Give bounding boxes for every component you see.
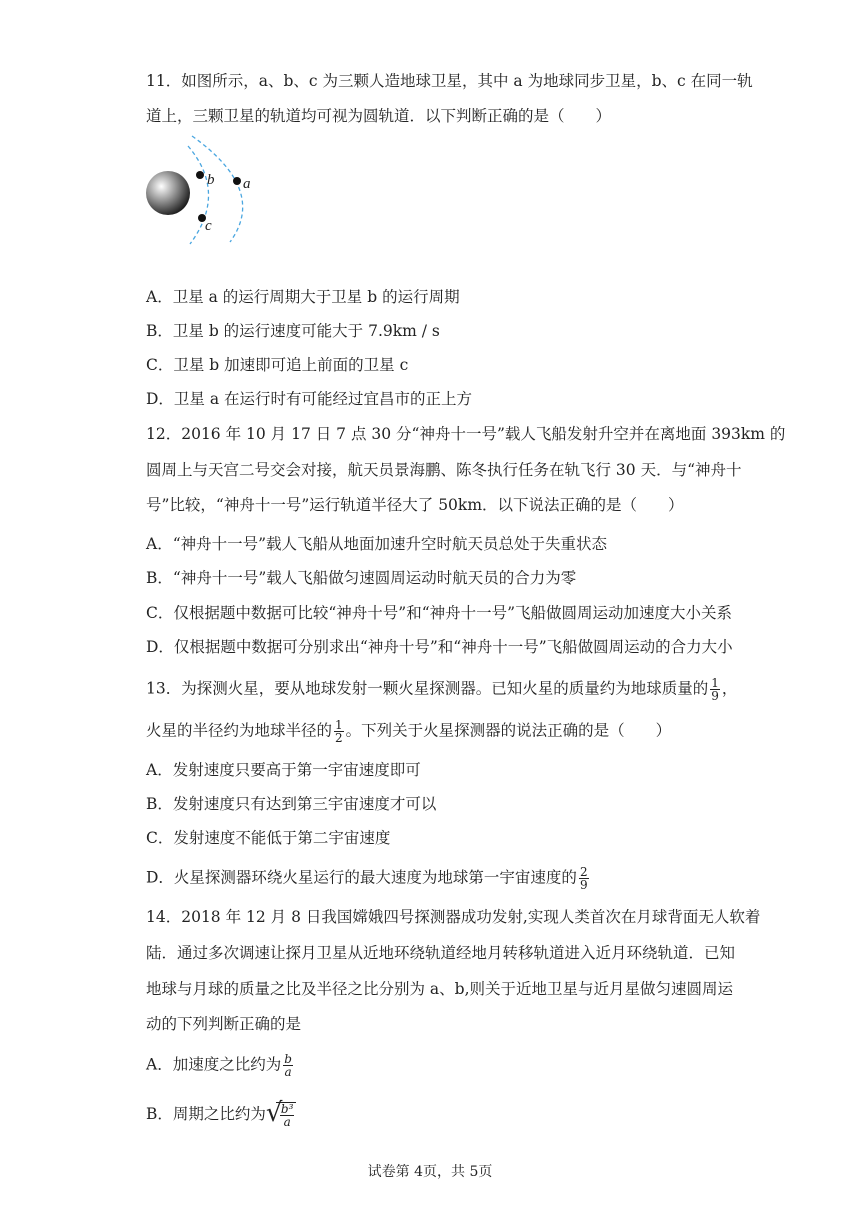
q14-stem-line4: 动的下列判断正确的是 xyxy=(146,1015,302,1033)
q14-option-a xyxy=(146,1053,295,1078)
q13-stem-line2-text: 火星的半径约为地球半径的 xyxy=(146,721,333,740)
q11-option-c: C．卫星 b 加速即可追上前面的卫星 c xyxy=(146,356,409,374)
fraction-speed-ratio xyxy=(579,866,589,891)
q13-stem-line2-end: 。下列关于火星探测器的说法正确的是（ ） xyxy=(345,721,672,740)
earth-sphere xyxy=(146,171,190,215)
q14-option-a-text: A．加速度之比约为 xyxy=(146,1055,282,1074)
satellite-a xyxy=(233,177,241,185)
frac-numerator: b xyxy=(284,1052,292,1066)
frac-denominator: a xyxy=(284,1065,292,1079)
orbit-diagram xyxy=(140,132,280,247)
q13-option-c: C．发射速度不能低于第二宇宙速度 xyxy=(146,829,391,847)
frac-denominator: 9 xyxy=(711,689,719,703)
q13-option-b: B．发射速度只有达到第三宇宙速度才可以 xyxy=(146,795,437,813)
page-footer: 试卷第 4页，共 5页 xyxy=(367,1164,493,1180)
q12-option-a: A．“神舟十一号”载人飞船从地面加速升空时航天员总处于失重状态 xyxy=(146,535,608,553)
q12-stem-line3: 号”比较，“神舟十一号”运行轨道半径大了 50km．以下说法正确的是（ ） xyxy=(146,496,684,514)
fraction-acceleration-ratio xyxy=(283,1053,293,1078)
q14-stem-line3: 地球与月球的质量之比及半径之比分别为 a、b,则关于近地卫星与近月星做匀速圆周运 xyxy=(146,980,734,998)
q13-stem-line1 xyxy=(146,677,737,702)
q11-option-d: D．卫星 a 在运行时有可能经过宜昌市的正上方 xyxy=(146,390,473,408)
frac-numerator: 2 xyxy=(579,865,588,879)
q13-stem-line1-text: 13．为探测火星，要从地球发射一颗火星探测器。已知火星的质量约为地球质量的 xyxy=(146,679,709,698)
frac-numerator: 1 xyxy=(711,676,719,690)
frac-numerator: 1 xyxy=(335,718,343,732)
radical-sign: √ xyxy=(265,1098,283,1128)
q13-stem-line2 xyxy=(146,719,671,744)
q13-option-d-text: D．火星探测器环绕火星运行的最大速度为地球第一宇宙速度的 xyxy=(146,868,577,887)
fraction-mass-ratio xyxy=(710,677,720,702)
q11-option-a: A．卫星 a 的运行周期大于卫星 b 的运行周期 xyxy=(146,288,460,306)
q14-option-b xyxy=(146,1098,296,1129)
square-root-expression xyxy=(265,1098,297,1129)
fraction-radius-ratio xyxy=(334,719,344,744)
q12-stem-line2: 圆周上与天宫二号交会对接，航天员景海鹏、陈冬执行任务在轨飞行 30 天．与“神舟十 xyxy=(146,461,742,479)
label-a: a xyxy=(243,176,251,192)
q14-stem-line2: 陆．通过多次调速让探月卫星从近地环绕轨道经地月转移轨道进入近月环绕轨道．已知 xyxy=(146,944,736,962)
frac-denominator: a xyxy=(283,1115,291,1129)
orbit-a xyxy=(192,136,243,242)
frac-numerator: b³ xyxy=(280,1102,294,1116)
q14-option-b-text: B．周期之比约为 xyxy=(146,1105,266,1123)
q11-stem-line2: 道上，三颗卫星的轨道均可视为圆轨道．以下判断正确的是（ ） xyxy=(146,107,612,125)
satellite-orbit-figure xyxy=(140,132,280,247)
q13-option-d xyxy=(146,866,591,891)
label-c: c xyxy=(205,218,212,234)
q13-option-a: A．发射速度只要高于第一宇宙速度即可 xyxy=(146,761,421,779)
satellite-b xyxy=(196,171,204,179)
q11-stem-line1: 11．如图所示，a、b、c 为三颗人造地球卫星，其中 a 为地球同步卫星，b、c 在同一轨 xyxy=(146,72,753,90)
q12-option-c: C．仅根据题中数据可比较“神舟十号”和“神舟十一号”飞船做圆周运动加速度大小关系 xyxy=(146,604,733,622)
q12-option-b: B．“神舟十一号”载人飞船做匀速圆周运动时航天员的合力为零 xyxy=(146,569,577,587)
q11-option-b: B．卫星 b 的运行速度可能大于 7.9km / s xyxy=(146,322,440,340)
q13-stem-line1-end: ， xyxy=(721,679,738,698)
q14-stem-line1: 14．2018 年 12 月 8 日我国嫦娥四号探测器成功发射,实现人类首次在月球背面无人软着 xyxy=(146,908,761,926)
frac-denominator: 2 xyxy=(335,731,343,745)
label-b: b xyxy=(207,172,215,188)
frac-denominator: 9 xyxy=(579,878,588,892)
q12-stem-line1: 12．2016 年 10 月 17 日 7 点 30 分“神舟十一号”载人飞船发射升空并在离地面 393km 的 xyxy=(146,425,786,443)
q12-option-d: D．仅根据题中数据可分别求出“神舟十号”和“神舟十一号”飞船做圆周运动的合力大小 xyxy=(146,638,733,656)
